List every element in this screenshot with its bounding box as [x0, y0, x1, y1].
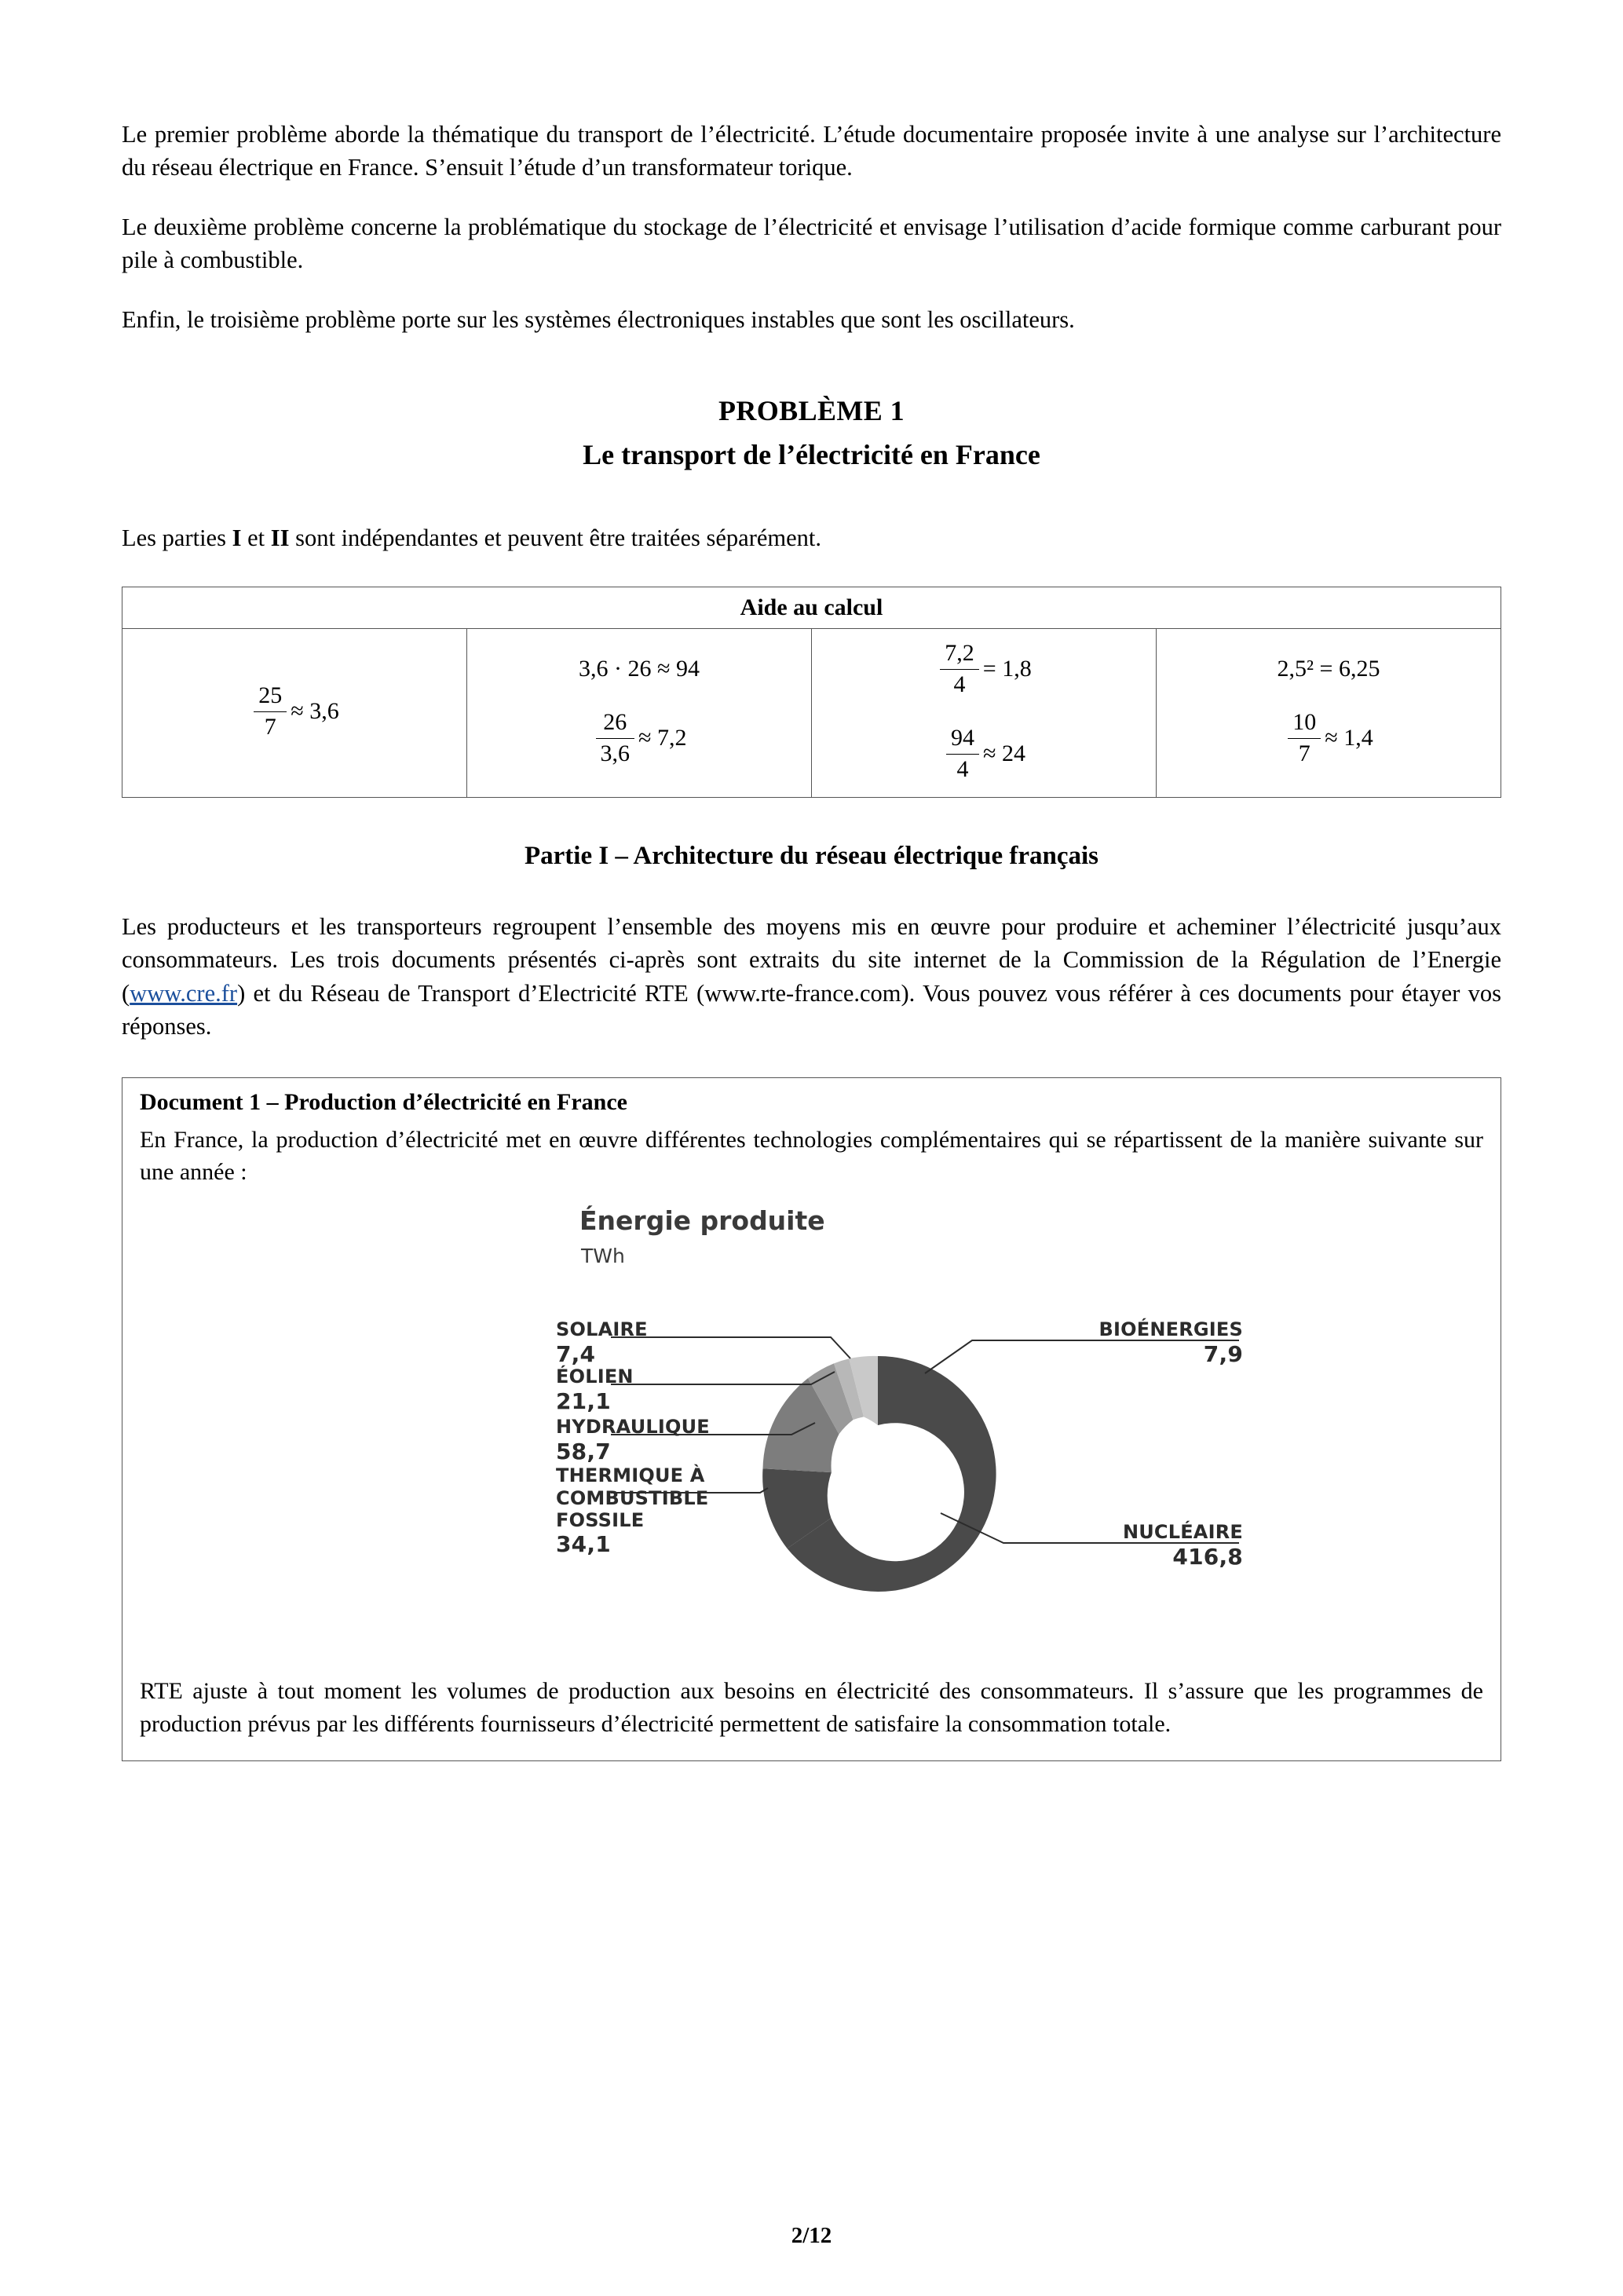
aide-cell-1-denominator: 7 [264, 713, 276, 740]
page-number: 2/12 [791, 2223, 832, 2248]
chart-label-nucleaire [1027, 1521, 1243, 1569]
aide-cell-3-top-result: = 1,8 [982, 656, 1032, 682]
partie-intro-segment-1: Les producteurs et les transporteurs regroupent l’ensemble des moyens mis en œuvre pour produire et acheminer l’électricité jusqu’aux consommateurs. Les trois documents présentés ci-après sont extraits du site internet de la Commission de la Régulation de l’Energie ( [122, 913, 1501, 1007]
chart-label-solaire-text: SOLAIRE [556, 1318, 648, 1341]
partie-intro-segment-2: ) et du Réseau de Transport d’Electricité RTE (www.rte-france.com). Vous pouvez vous référer à ces documents pour étayer vos réponses. [122, 979, 1501, 1040]
energy-production-chart [140, 1199, 1483, 1654]
chart-value-bioenergies: 7,9 [1203, 1340, 1243, 1367]
aide-cell-1-numerator: 25 [254, 682, 287, 712]
chart-label-bioenergies [1027, 1318, 1243, 1366]
chart-label-thermique-line1: THERMIQUE À [556, 1464, 705, 1487]
document-1-outro: RTE ajuste à tout moment les volumes de production aux besoins en électricité des consommateurs. Il s’assure que les programmes de production prévus par les différents fournisseurs d’électricité permettent de satisfaire la consommation totale. [140, 1678, 1483, 1737]
aide-cell-4-result: ≈ 1,4 [1325, 725, 1373, 751]
chart-label-bioenergies-text: BIOÉNERGIES [1098, 1318, 1243, 1341]
chart-value-nucleaire: 416,8 [1172, 1543, 1243, 1570]
donut-slices [762, 1356, 996, 1592]
aide-cell-4-denominator: 7 [1298, 740, 1310, 766]
aide-cell-4-numerator: 10 [1288, 709, 1321, 739]
problem-title-block [122, 394, 1501, 471]
partie-1-title: Partie I – Architecture du réseau électrique français [524, 842, 1098, 871]
parties-note [122, 525, 1501, 552]
chart-value-hydraulique: 58,7 [556, 1438, 611, 1464]
partie-1-intro [122, 910, 1501, 1042]
parties-middle: et [241, 525, 271, 552]
chart-label-thermique-line2: COMBUSTIBLE [556, 1486, 709, 1509]
callout-eolien [611, 1372, 835, 1384]
aide-cell-4 [1157, 629, 1501, 798]
aide-cell-3 [812, 629, 1157, 798]
aide-cell-4-top: 2,5² = 6,25 [1277, 656, 1380, 682]
chart-label-hydraulique-text: HYDRAULIQUE [556, 1416, 710, 1439]
cre-website-link[interactable]: www.cre.fr [130, 979, 238, 1007]
chart-label-solaire [556, 1318, 648, 1366]
aide-cell-3-denominator: 4 [956, 755, 969, 782]
intro-paragraph-3: Enfin, le troisième problème porte sur les systèmes électroniques instables que sont les oscillateurs. [122, 306, 1075, 334]
aide-cell-3-top-numerator: 7,2 [940, 640, 979, 670]
aide-cell-3-result: ≈ 24 [983, 740, 1025, 767]
document-1-box [122, 1077, 1501, 1762]
problem-title: PROBLÈME 1 [718, 395, 905, 427]
aide-table-header: Aide au calcul [122, 587, 1501, 629]
donut-chart-svg [140, 1199, 1475, 1654]
chart-value-solaire: 7,4 [556, 1340, 596, 1367]
chart-label-hydraulique [556, 1416, 710, 1464]
aide-cell-2-result: ≈ 7,2 [638, 725, 687, 751]
chart-label-nucleaire-text: NUCLÉAIRE [1122, 1521, 1243, 1544]
table-row [122, 629, 1501, 798]
aide-cell-2-denominator: 3,6 [600, 740, 631, 766]
aide-au-calcul-table [122, 587, 1501, 798]
chart-title: Énergie produite [579, 1205, 825, 1237]
document-1-title: Document 1 – Production d’électricité en France [140, 1088, 627, 1115]
parties-prefix: Les parties [122, 525, 232, 552]
parties-part-2: II [270, 525, 290, 552]
aide-cell-2 [467, 629, 812, 798]
chart-label-eolien [556, 1366, 634, 1413]
aide-cell-1-result: ≈ 3,6 [291, 698, 339, 725]
chart-unit-label: TWh [581, 1245, 625, 1268]
intro-paragraph-2: Le deuxième problème concerne la problématique du stockage de l’électricité et envisage l’utilisation d’acide formique comme carburant pour pile à combustible. [122, 214, 1501, 274]
parties-part-1: I [232, 525, 242, 552]
document-1-intro: En France, la production d’électricité met en œuvre différentes technologies complémentaires qui se répartissent de la manière suivante sur une année : [140, 1126, 1483, 1186]
aide-cell-2-numerator: 26 [596, 709, 635, 739]
aide-cell-3-top-denominator: 4 [953, 671, 966, 697]
intro-paragraph-1: Le premier problème aborde la thématique du transport de l’électricité. L’étude documentaire proposée invite à une analyse sur l’architecture du réseau électrique en France. S’ensuit l’étude d’un transformateur torique. [122, 121, 1501, 181]
aide-cell-1 [122, 629, 467, 798]
chart-value-eolien: 21,1 [556, 1387, 611, 1414]
chart-label-thermique-line3: FOSSILE [556, 1509, 645, 1532]
problem-subtitle: Le transport de l’électricité en France [583, 439, 1040, 471]
aide-cell-3-numerator: 94 [946, 725, 979, 755]
chart-label-eolien-text: ÉOLIEN [556, 1366, 634, 1388]
chart-label-thermique [556, 1464, 708, 1557]
chart-value-thermique: 34,1 [556, 1531, 611, 1558]
aide-cell-2-top: 3,6 · 26 ≈ 94 [579, 656, 700, 682]
parties-suffix: sont indépendantes et peuvent être traitées séparément. [289, 525, 821, 552]
